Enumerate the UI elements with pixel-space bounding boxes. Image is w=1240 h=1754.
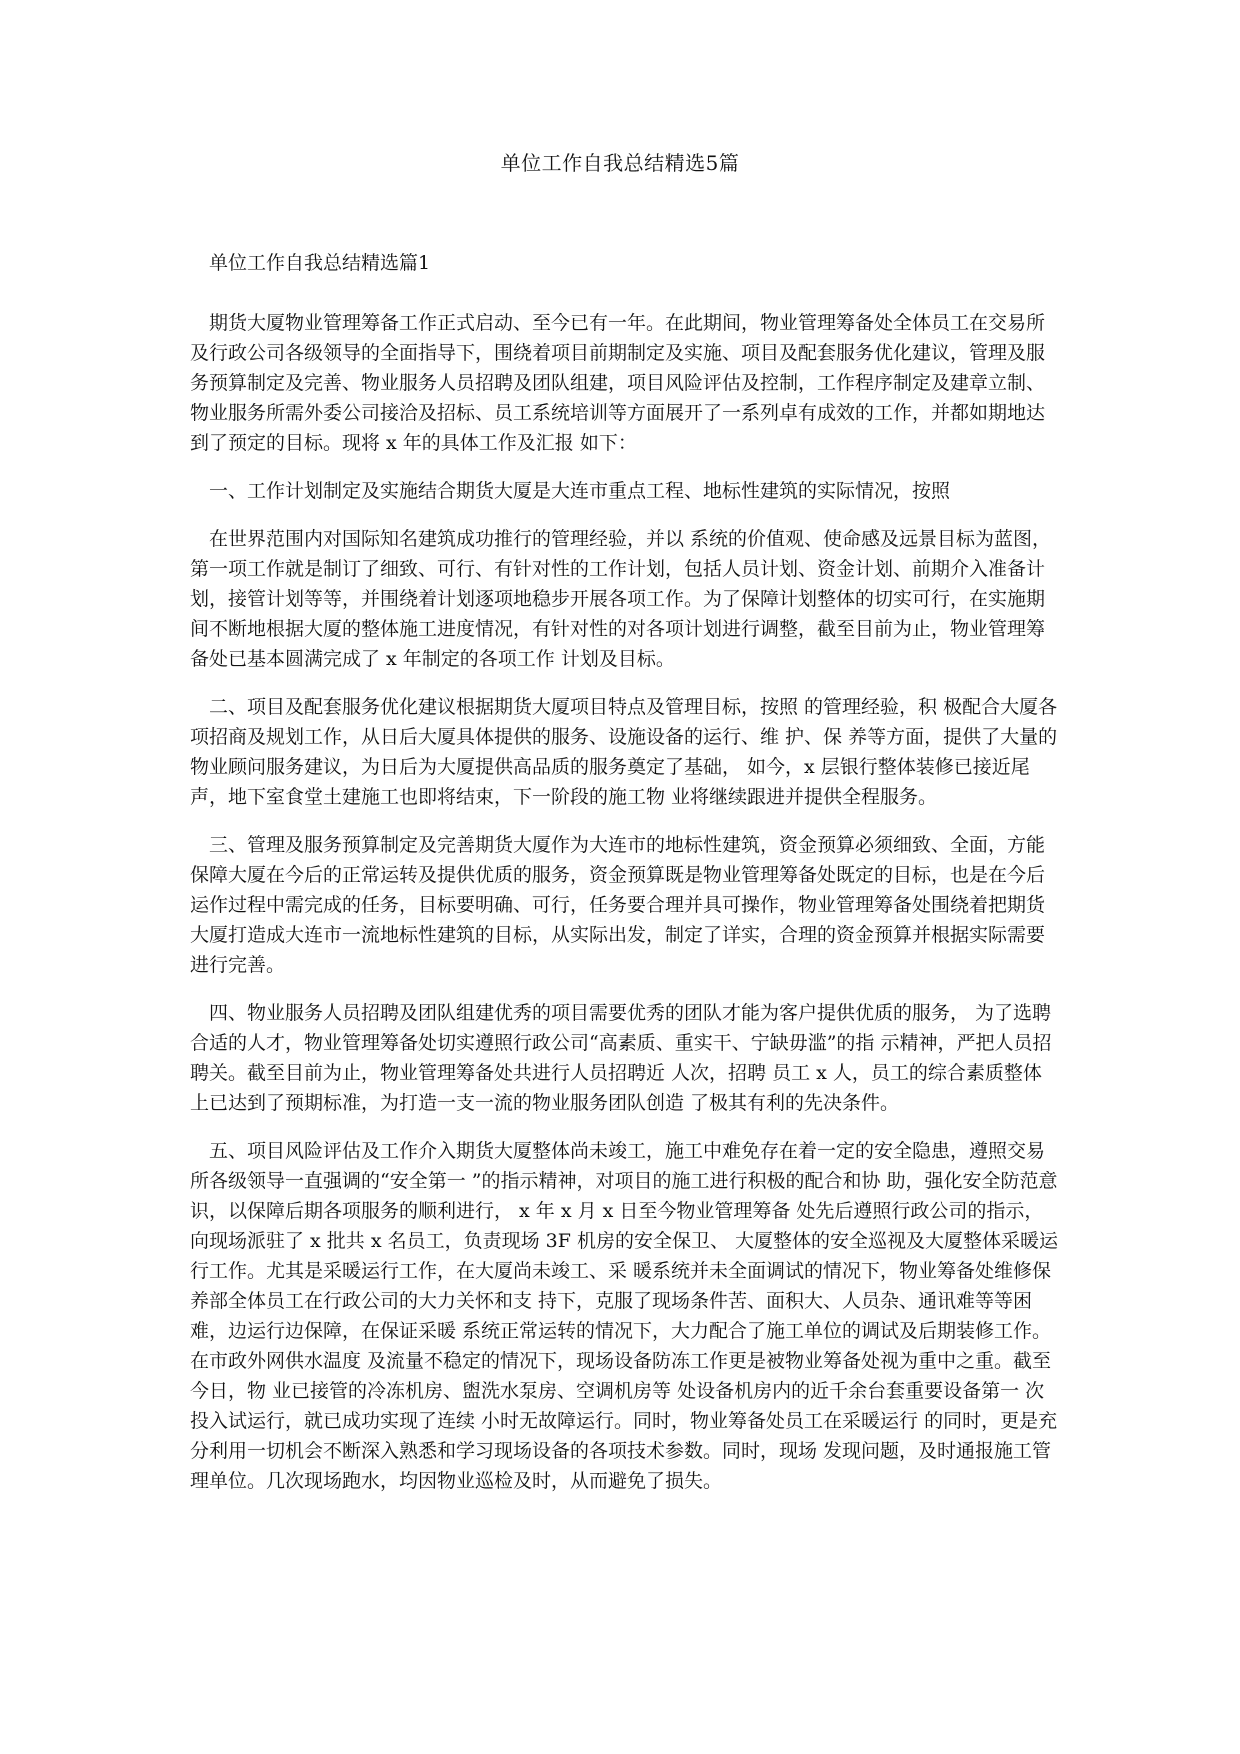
paragraph-intro: 期货大厦物业管理筹备工作正式启动、至今已有一年。在此期间，物业管理筹备处全体员工在交易所及行政公司各级领导的全面指导下，围绕着项目前期制定及实施、项目及配套服务优化建议，管理及服务预算制定及完善、物业服务人员招聘及团队组建，项目风险评估及控制，工作程序制定及建章立制、物业服务所需外委公司接洽及招标、员工系统培训等方面展开了一系列卓有成效的工作，并都如期地达到了预定的目标。现将 x 年的具体工作及汇报 如下： xyxy=(190,312,1046,454)
section-heading: 单位工作自我总结精选篇1 xyxy=(209,252,431,274)
paragraph-service-optimization: 二、项目及配套服务优化建议根据期货大厦项目特点及管理目标，按照 的管理经验，积 极配合大厦各项招商及规划工作，从日后大厦具体提供的服务、设施设备的运行、维 护、保 养等方面，提供了大量的物业顾问服务建议，为日后为大厦提供高品质的服务奠定了基础， 如今，x 层银行整体装修已接近尾声，地下室食堂土建施工也即将结束，下一阶段的施工物 业将继续跟进并提供全程服务。 xyxy=(190,696,1058,808)
document-body xyxy=(190,248,1060,1514)
paragraph-work-plan-heading: 一、工作计划制定及实施结合期货大厦是大连市重点工程、地标性建筑的实际情况，按照 xyxy=(209,480,951,502)
paragraph-budget: 三、管理及服务预算制定及完善期货大厦作为大连市的地标性建筑，资金预算必须细致、全面，方能保障大厦在今后的正常运转及提供优质的服务，资金预算既是物业管理筹备处既定的目标，也是在今后运作过程中需完成的任务，目标要明确、可行，任务要合理并具可操作，物业管理筹备处围绕着把期货大厦打造成大连市一流地标性建筑的目标，从实际出发，制定了详实，合理的资金预算并根据实际需要进行完善。 xyxy=(190,834,1046,976)
paragraph-risk-assessment: 五、项目风险评估及工作介入期货大厦整体尚未竣工，施工中难免存在着一定的安全隐患，遵照交易所各级领导一直强调的“安全第一 ”的指示精神，对项目的施工进行积极的配合和协 助，强化安全防范意识，以保障后期各项服务的顺利进行， x 年 x 月 x 日至今物业管理筹备 处先后遵照行政公司的指示，向现场派驻了 x 批共 x 名员工，负责现场 3F 机房的安全保卫、 大厦整体的安全巡视及大厦整体采暖运行工作。尤其是采暖运行工作，在大厦尚未竣工、采 暖系统并未全面调试的情况下，物业筹备处维修保养部全体员工在行政公司的大力关怀和支 持下，克服了现场条件苦、面积大、人员杂、通讯难等等困难，边运行边保障，在保证采暖 系统正常运转的情况下，大力配合了施工单位的调试及后期装修工作。在市政外网供水温度 及流量不稳定的情况下，现场设备防冻工作更是被物业筹备处视为重中之重。截至今日，物 业已接管的冷冻机房、盥洗水泵房、空调机房等 处设备机房内的近千余台套重要设备第一 次投入试运行，就已成功实现了连续 小时无故障运行。同时，物业筹备处员工在采暖运行 的同时，更是充分利用一切机会不断深入熟悉和学习现场设备的各项技术参数。同时，现场 发现问题，及时通报施工管理单位。几次现场跑水，均因物业巡检及时，从而避免了损失。 xyxy=(190,1140,1058,1492)
paragraph-recruitment: 四、物业服务人员招聘及团队组建优秀的项目需要优秀的团队才能为客户提供优质的服务， 为了选聘合适的人才，物业管理筹备处切实遵照行政公司“高素质、重实干、宁缺毋滥”的指 示精神，严把人员招聘关。截至目前为止，物业管理筹备处共进行人员招聘近 人次，招聘 员工 x 人，员工的综合素质整体上已达到了预期标准，为打造一支一流的物业服务团队创造 了极其有利的先决条件。 xyxy=(190,1002,1052,1114)
paragraph-work-plan: 在世界范围内对国际知名建筑成功推行的管理经验，并以 系统的价值观、使命感及远景目标为蓝图，第一项工作就是制订了细致、可行、有针对性的工作计划，包括人员计划、资金计划、前期介入准备计划，接管计划等等，并围绕着计划逐项地稳步开展各项工作。为了保障计划整体的切实可行，在实施期间不断地根据大厦的整体施工进度情况，有针对性的对各项计划进行调整，截至目前为止，物业管理筹备处已基本圆满完成了 x 年制定的各项工作 计划及目标。 xyxy=(190,528,1052,670)
document-title: 单位工作自我总结精选5篇 xyxy=(500,151,740,175)
